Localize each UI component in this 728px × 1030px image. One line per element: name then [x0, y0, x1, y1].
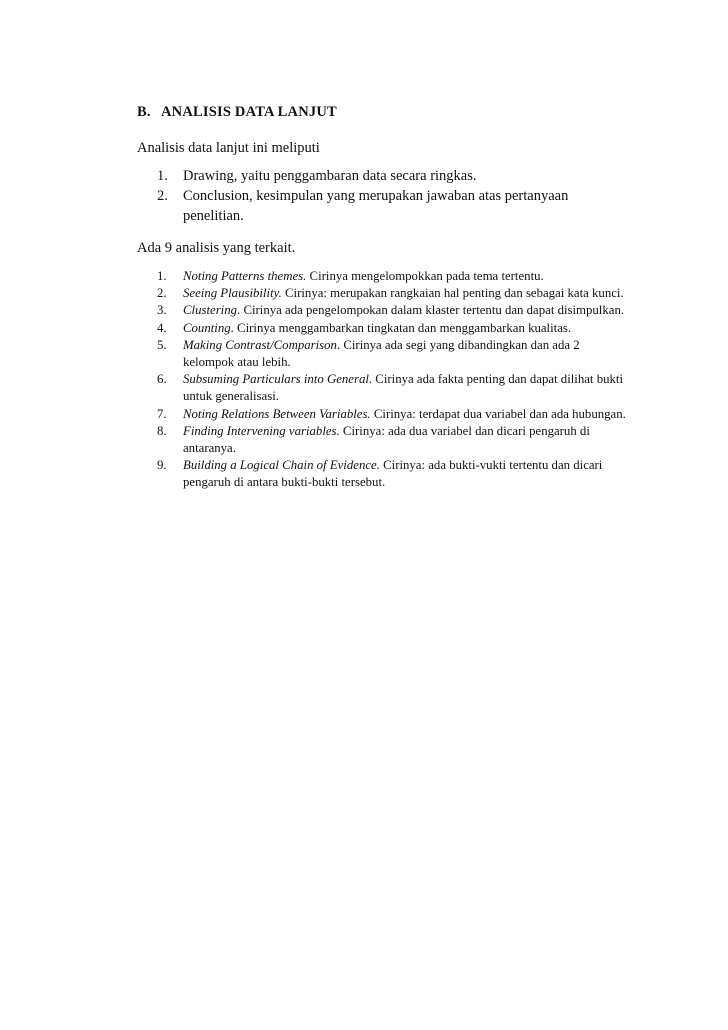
list-item-number: 3.	[157, 303, 167, 318]
list-item	[137, 406, 632, 423]
list-item-number: 5.	[157, 337, 167, 352]
list-item-number: 4.	[157, 320, 167, 335]
list-item-number: 6.	[157, 372, 167, 387]
list-item-number: 7.	[157, 406, 167, 421]
list-item	[137, 186, 597, 226]
section-number: B.	[137, 104, 151, 120]
section-title: ANALISIS DATA LANJUT	[161, 104, 337, 120]
list-item	[137, 337, 632, 371]
analysis-description: . Cirinya menggambarkan tingkatan dan menggambarkan kualitas.	[230, 320, 572, 335]
analysis-term: Noting Patterns themes.	[183, 269, 307, 283]
analysis-term: Noting Relations Between Variables.	[183, 406, 371, 421]
analysis-description: . Cirinya ada pengelompokan dalam klaster tertentu dan dapat disimpulkan.	[237, 303, 625, 318]
analysis-term: Clustering	[183, 303, 238, 318]
analysis-term: Making Contrast/Comparison	[183, 337, 337, 352]
list-item	[137, 166, 597, 186]
list-item	[137, 320, 632, 337]
list-item	[137, 457, 632, 491]
analysis-description: Cirinya: terdapat dua variabel dan ada hubungan.	[370, 406, 626, 421]
analysis-description: Cirinya: ada dua variabel dan dicari pengaruh di antaranya.	[183, 423, 590, 456]
analysis-description: . Cirinya ada segi yang dibandingkan dan ada 2 kelompok atau lebih.	[183, 337, 580, 370]
analysis-term: Building a Logical Chain of Evidence.	[183, 458, 380, 473]
list-item	[137, 371, 632, 405]
list-item	[137, 423, 632, 457]
analysis-term: Subsuming Particulars into General	[183, 372, 369, 387]
list-item-text: Drawing, yaitu penggambaran data secara ringkas.	[183, 168, 477, 184]
list-item	[137, 302, 632, 319]
list-item	[137, 268, 632, 285]
analysis-description: Cirinya: ada bukti-vukti tertentu dan dicari pengaruh di antara bukti-bukti tersebut.	[183, 458, 603, 490]
section-heading	[137, 104, 337, 121]
list-item	[137, 285, 632, 302]
analysis-list	[137, 268, 632, 492]
overview-list	[137, 166, 597, 226]
analysis-term: Seeing Plausibility.	[183, 286, 282, 301]
list-item-number: 8.	[157, 423, 167, 438]
intro-paragraph: Analisis data lanjut ini meliputi	[137, 140, 320, 156]
list-item-number: 1.	[157, 168, 168, 184]
list-item-number: 2.	[157, 286, 167, 301]
analysis-intro: Ada 9 analisis yang terkait.	[137, 240, 296, 256]
list-item-number: 2.	[157, 188, 168, 204]
list-item-number: 9.	[157, 458, 167, 473]
analysis-term: Finding Intervening variables.	[183, 423, 340, 438]
list-item-number: 1.	[157, 269, 167, 283]
list-item-text: Conclusion, kesimpulan yang merupakan jawaban atas pertanyaan penelitian.	[183, 188, 569, 224]
analysis-term: Counting	[183, 320, 231, 335]
analysis-description: Cirinya: merupakan rangkaian hal penting dan sebagai kata kunci.	[281, 286, 624, 301]
analysis-description: Cirinya mengelompokkan pada tema tertentu.	[306, 269, 544, 283]
analysis-description: . Cirinya ada fakta penting dan dapat dilihat bukti untuk generalisasi.	[183, 372, 623, 404]
